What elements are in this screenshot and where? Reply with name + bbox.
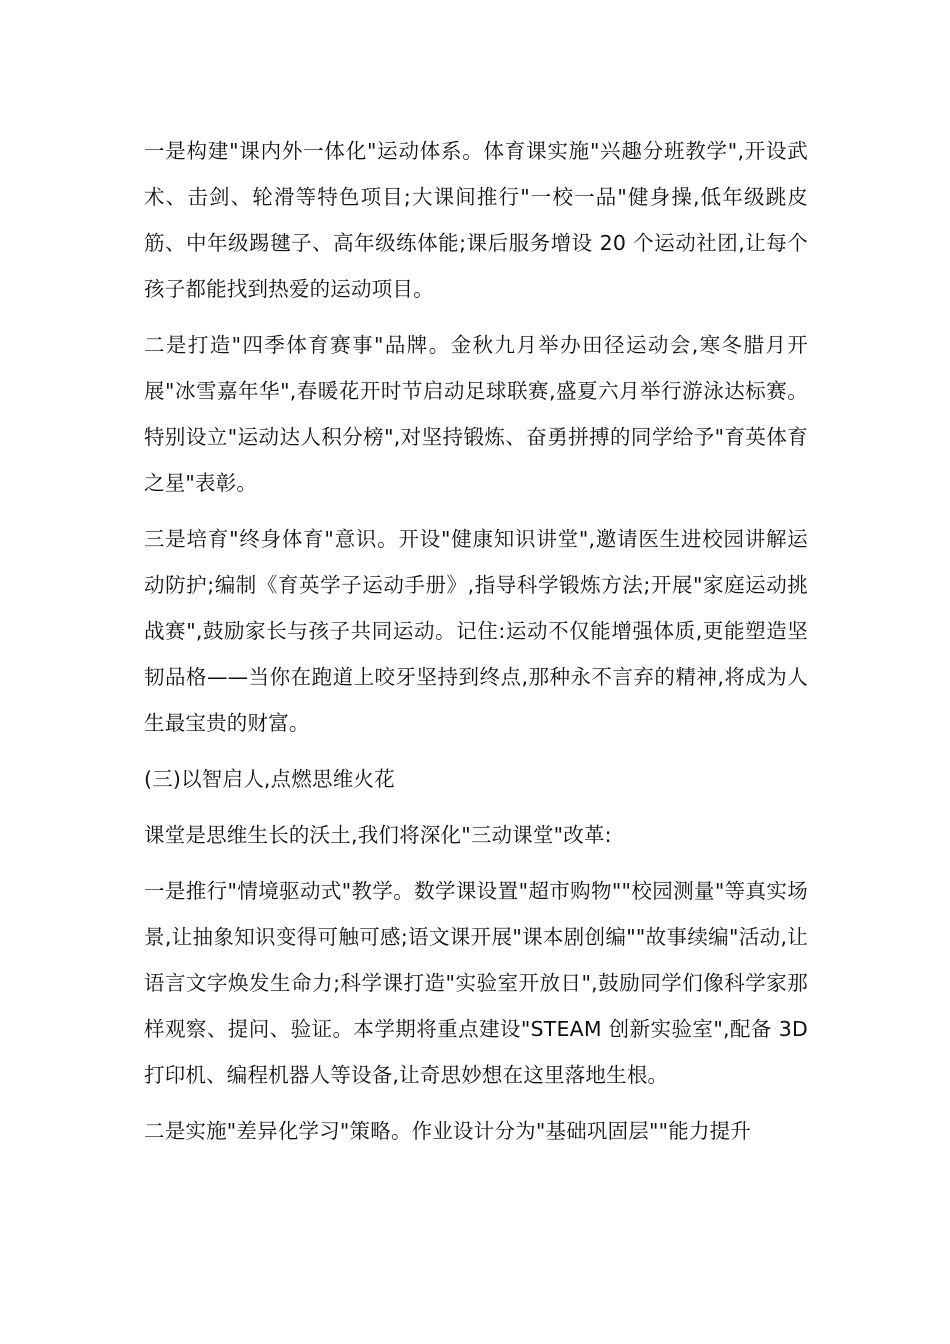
paragraph-seasonal-events: 二是打造"四季体育赛事"品牌。金秋九月举办田径运动会,寒冬腊月开展"冰雪嘉年华",春暖花开时节启动足球联赛,盛夏六月举行游泳达标赛。特别设立"运动达人积分榜",对坚持锻炼、奋勇拼搏的同学给予"育英体育之星"表彰。 (144, 333, 808, 495)
paragraph-differentiated-learning: 二是实施"差异化学习"策略。作业设计分为"基础巩固层""能力提升 (144, 1119, 752, 1143)
paragraph-classroom-reform: 课堂是思维生长的沃土,我们将深化"三动课堂"改革: (144, 823, 612, 847)
section-heading-wisdom: (三)以智启人,点燃思维火花 (144, 767, 395, 791)
paragraph-lifelong-sports: 三是培育"终身体育"意识。开设"健康知识讲堂",邀请医生进校园讲解运动防护;编制《育英学子运动手册》,指导科学锻炼方法;开展"家庭运动挑战赛",鼓励家长与孩子共同运动。记住:运动不仅能增强体质,更能塑造坚韧品格——当你在跑道上咬牙坚持到终点,那种永不言弃的精神,将成为人生最宝贵的财富。 (144, 527, 808, 735)
paragraph-sports-system: 一是构建"课内外一体化"运动体系。体育课实施"兴趣分班教学",开设武术、击剑、轮滑等特色项目;大课间推行"一校一品"健身操,低年级跳皮筋、中年级踢毽子、高年级练体能;课后服务增设 20 个运动社团,让每个孩子都能找到热爱的运动项目。 (144, 139, 808, 301)
paragraph-situational-teaching: 一是推行"情境驱动式"教学。数学课设置"超市购物""校园测量"等真实场景,让抽象知识变得可触可感;语文课开展"课本剧创编""故事续编"活动,让语言文字焕发生命力;科学课打造"实验室开放日",鼓励同学们像科学家那样观察、提问、验证。本学期将重点建设"STEAM 创新实验室",配备 3D 打印机、编程机器人等设备,让奇思妙想在这里落地生根。 (144, 879, 808, 1087)
document-body (144, 128, 808, 1164)
